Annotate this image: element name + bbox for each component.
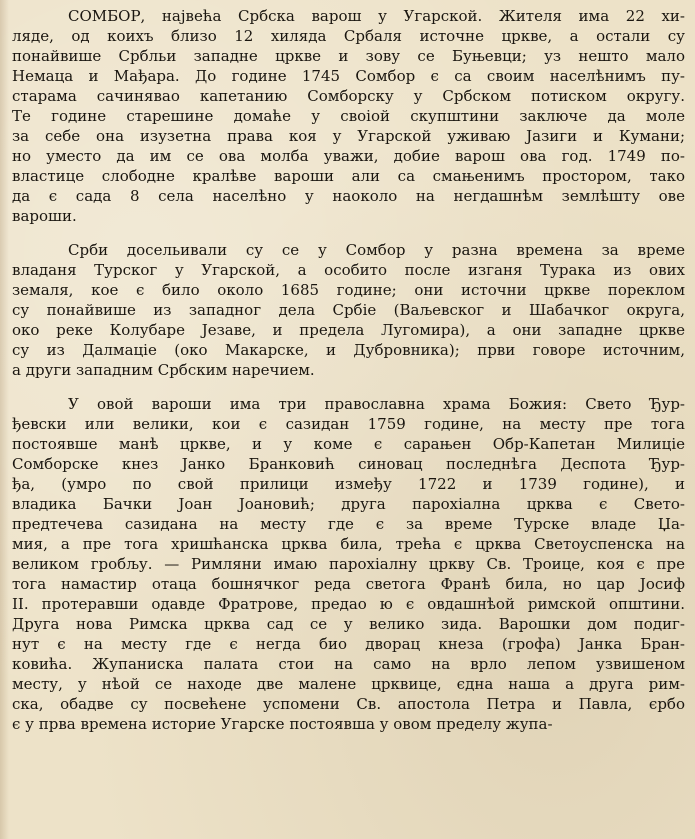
text-line: за себе она изузетна права коя у Угарской уживаю Јазиги и Кумани; [12,127,685,145]
text-line: владаня Турског у Угарской, а особито после изганя Турака из ових [12,261,685,279]
text-line: У овой вароши има три православна храма Божия: Свето Ђур- [68,395,685,413]
text-line: Те године старешине домаће у своіой скупштини заключе да моле [12,107,685,125]
text-line: понайвише Србльи западне цркве и зову се Буњевци; уз нешто мало [12,47,685,65]
text-line: су из Далмаціе (око Макарске, и Дубровника); први говоре источним, [12,341,685,359]
text-line: властице слободне кралѣве вароши али са смањенимъ простором, тако [12,167,685,185]
text-line: є у прва времена историе Угарске постоявша у овом пределу жупа- [12,715,553,733]
page-edge-shadow [0,0,9,839]
text-line: месту, у нѣой се находе две малене црквице, єдна наша а друга рим- [12,675,685,693]
text-line: ђевски или велики, кои є сазидан 1759 године, на месту пре тога [12,415,685,433]
text-line: великом гробљу. — Римляни имаю парохіалну цркву Св. Троице, коя є пре [12,555,685,573]
text-line: II. протеравши одавде Фратрове, предао ю є овдашнѣой римской општини. [12,595,685,613]
text-line: постоявше манѣ цркве, и у коме є сарањен Обр-Капетан Милиціе [12,435,685,453]
text-line: старама сачинявао капетанию Сомборску у Србском потиском округу. [12,87,685,105]
text-line: земаля, кое є било около 1685 године; они источни цркве пореклом [12,281,685,299]
text-line: владика Бачки Јоан Јоановић; друга парохіална црква є Свето- [12,495,685,513]
text-line: но уместо да им се ова молба уважи, добие варош ова год. 1749 по- [12,147,685,165]
text-line: предтечева сазидана на месту где є за време Турске владе Џа- [12,515,685,533]
paragraph [12,394,685,734]
text-line: око реке Колубаре Језаве, и предела Лугомира), а они западне цркве [12,321,685,339]
paragraph [12,6,685,226]
text-line: Сомборске кнез Јанко Бранковић синовац последнѣга Деспота Ђур- [12,455,685,473]
text-line: нут є на месту где є негда био дворац кнеза (грофа) Јанка Бран- [12,635,685,653]
text-line: а други западним Србским наречием. [12,361,315,379]
text-line: тога намастир отаца бошнячког реда светога Франѣ била, но цар Јосиф [12,575,685,593]
text-line: ковића. Жупаниска палата стои на само на врло лепом узвишеном [12,655,685,673]
paragraph [12,240,685,380]
text-line: да є сада 8 села населѣно у наоколо на негдашнѣм землѣшту ове [12,187,685,205]
document-body [12,6,685,734]
text-line: Срби досельивали су се у Сомбор у разна времена за време [68,241,685,259]
text-line: Друга нова Римска црква сад се у велико зида. Варошки дом подиг- [12,615,685,633]
text-line: су понайвише из западног дела Србіе (Ваљевског и Шабачког округа, [12,301,685,319]
text-line: вароши. [12,207,77,225]
text-line: ска, обадве су посвећене успомени Св. апостола Петра и Павла, єрбо [12,695,685,713]
text-line: СОМБОР, највећа Србска варош у Угарской. Жителя има 22 хи- [68,7,685,25]
text-line: мия, а пре тога хришћанска црква била, трећа є црква Светоуспенска на [12,535,685,553]
text-line: ляде, од коихъ близо 12 хиляда Србаля источне цркве, а остали су [12,27,685,45]
text-line: ђа, (умро по свой прилици између 1722 и 1739 године), и [12,475,685,493]
text-line: Немаца и Мађара. До године 1745 Сомбор є са своим населѣнимъ пу- [12,67,685,85]
